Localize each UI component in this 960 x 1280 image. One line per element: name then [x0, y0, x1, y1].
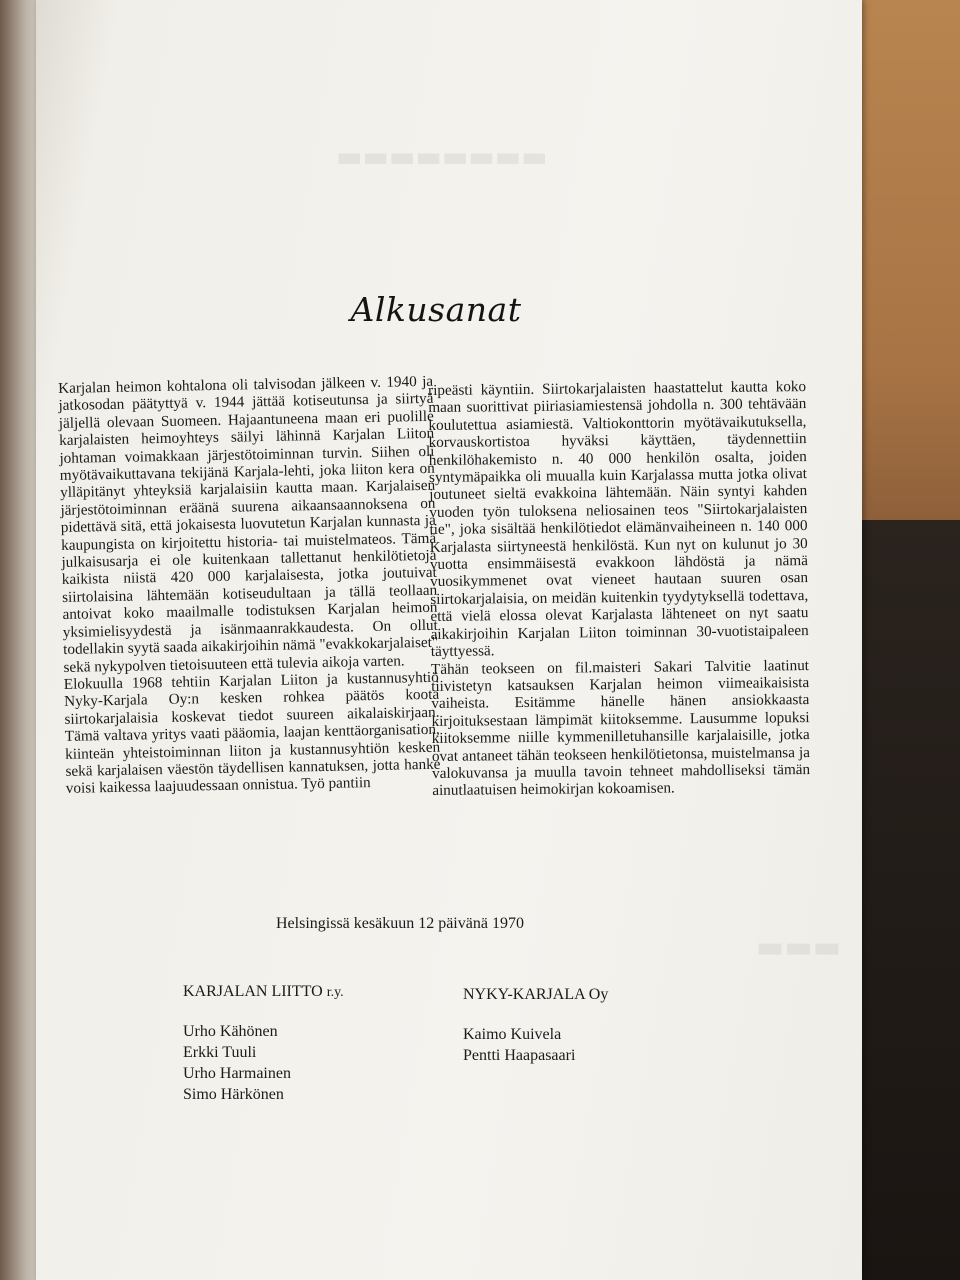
signer-name: Kaimo Kuivela: [463, 1026, 562, 1043]
signer-name: Simo Härkönen: [183, 1086, 284, 1103]
text-column-right: [428, 378, 810, 800]
dark-background: [850, 520, 960, 1280]
signer-name: Pentti Haapasaari: [463, 1047, 576, 1064]
signer-name: Erkki Tuuli: [183, 1044, 257, 1061]
paragraph: Tähän teokseen on fil.maisteri Sakari Talvitie laatinut tiivistetyn katsauksen Karjalan heimon viimeaikaisista vaiheista. Esitämme hänelle hänen ansiokkaasta kirjoituksestaan lämpimät kiitoksemme. Lausumme lopuksi kiitoksemme niille kymmenilletuhansille karjalaisille, jotka ovat antaneet tähän teokseen henkilötietonsa, muistelmansa ja valokuvansa ja muulla tavoin tehneet mahdolliseksi tämän ainutlaatuisen heimokirjan kokoamisen.: [430, 656, 811, 800]
show-through-shadow: ▬▬▬▬▬▬▬▬: [336, 140, 548, 173]
dateline: Helsingissä kesäkuun 12 päivänä 1970: [276, 915, 524, 932]
organization-title: KARJALAN LIITTO: [183, 983, 323, 1000]
paragraph: ripeästi käyntiin. Siirtokarjalaisten haastattelut kautta koko maan suorittivat piiriasiamiestensä johdolla n. 300 tehtävään koulutettua asiamiestä. Valtiokonttorin myötävaikutuksella, korvauskortistoa hyväksi käyttäen, täydennettiin henkilöhakemisto n. 40 000 henkilön osalta, joiden syntymäpaikka oli muualla kuin Karjalassa mutta jotka olivat joutuneet sieltä evakkoina lähtemään. Näin syntyi kahden vuoden työn tuloksena neliosainen teos "Siirtokarjalaisten tie", joka sisältää henkilötiedot elämänvaiheineen n. 140 000 Karjalasta siirtyneestä henkilöstä. Kun nyt on kulunut jo 30 vuotta ensimmäisestä evakkoon lähdöstä ja nämä vuosikymmenet ovat vieneet hautaan suuren osan siirtokarjalaisia, on meidän kuitenkin tyydytyksellä todettava, että vielä elossa olevat Karjalasta lähteneet on nyt saatu aikakirjoihin Karjalan Liiton toiminnan 30-vuotistaipaleen täyttyessä.: [428, 378, 809, 661]
signature-block-karjalan-liitto: [183, 983, 344, 1105]
signature-block-nyky-karjala: [463, 986, 608, 1066]
paragraph: Elokuulla 1968 tehtiin Karjalan Liiton ja kustannusyhtiö Nyky-Karjala Oy:n kesken rohkea päätös koota siirtokarjalaisia koskevat tiedot suureen aikalaiskirjaan. Tämä valtava yritys vaati pääomia, laajan kenttäorganisation, kiinteän yhteistoiminnan liiton ja kustannusyhtiön kesken sekä karjalaisen väestön täydellisen kannatuksen, jotta hanke voisi kaikessa laajuudessaan onnistua. Työ pantiin: [63, 668, 441, 798]
show-through-shadow-2: ▬▬▬: [756, 930, 842, 965]
organization-name: NYKY-KARJALA Oy: [463, 986, 609, 1003]
book-page: [36, 0, 862, 1280]
paragraph: Karjalan heimon kohtalona oli talvisodan jälkeen v. 1940 ja jatkosodan päätyttyä v. 1944 jättää kotiseutunsa ja siirtyä jäljellä olevaan Suomeen. Hajaantuneena maan eri puolille karjalaisten heimoyhteys säilyi lähinnä Karjalan Liiton johtaman voimakkaan järjestötoiminnan turvin. Siihen oli myötävaikuttavana tekijänä Karjala-lehti, joka liiton kera on ylläpitänyt yhteyksiä karjalaisiin kautta maan. Karjalaisen järjestötoiminnan eräänä suurena aikaansaannoksena on pidettävä sitä, että jokaisesta luovutetun Karjalan kunnasta ja kaupungista on kirjoitettu historia- tai muistelmateos. Tämä julkaisusarja ei ole kuitenkaan tallettanut henkilötietoja kaikista niistä 420 000 karjalaisesta, jotka joutuivat siirtolaisina lähtemään kotiseudultaan ja tällä teollaan antoivat koko maailmalle todistuksen Karjalan heimon yksimielisyydestä ja isänmaanrakkaudesta. On ollut todellakin syytä saada aikakirjoihin nämä "evakkokarjalaiset" sekä nykypolven tietoisuuteen että tulevia aikoja varten.: [58, 372, 439, 676]
text-column-left: [58, 373, 441, 798]
signer-name: Urho Kähönen: [183, 1023, 278, 1040]
page-title: Alkusanat: [350, 290, 522, 329]
organization-suffix: r.y.: [326, 985, 344, 1000]
organization-name: [183, 983, 344, 1001]
signer-name: Urho Harmainen: [183, 1065, 291, 1082]
